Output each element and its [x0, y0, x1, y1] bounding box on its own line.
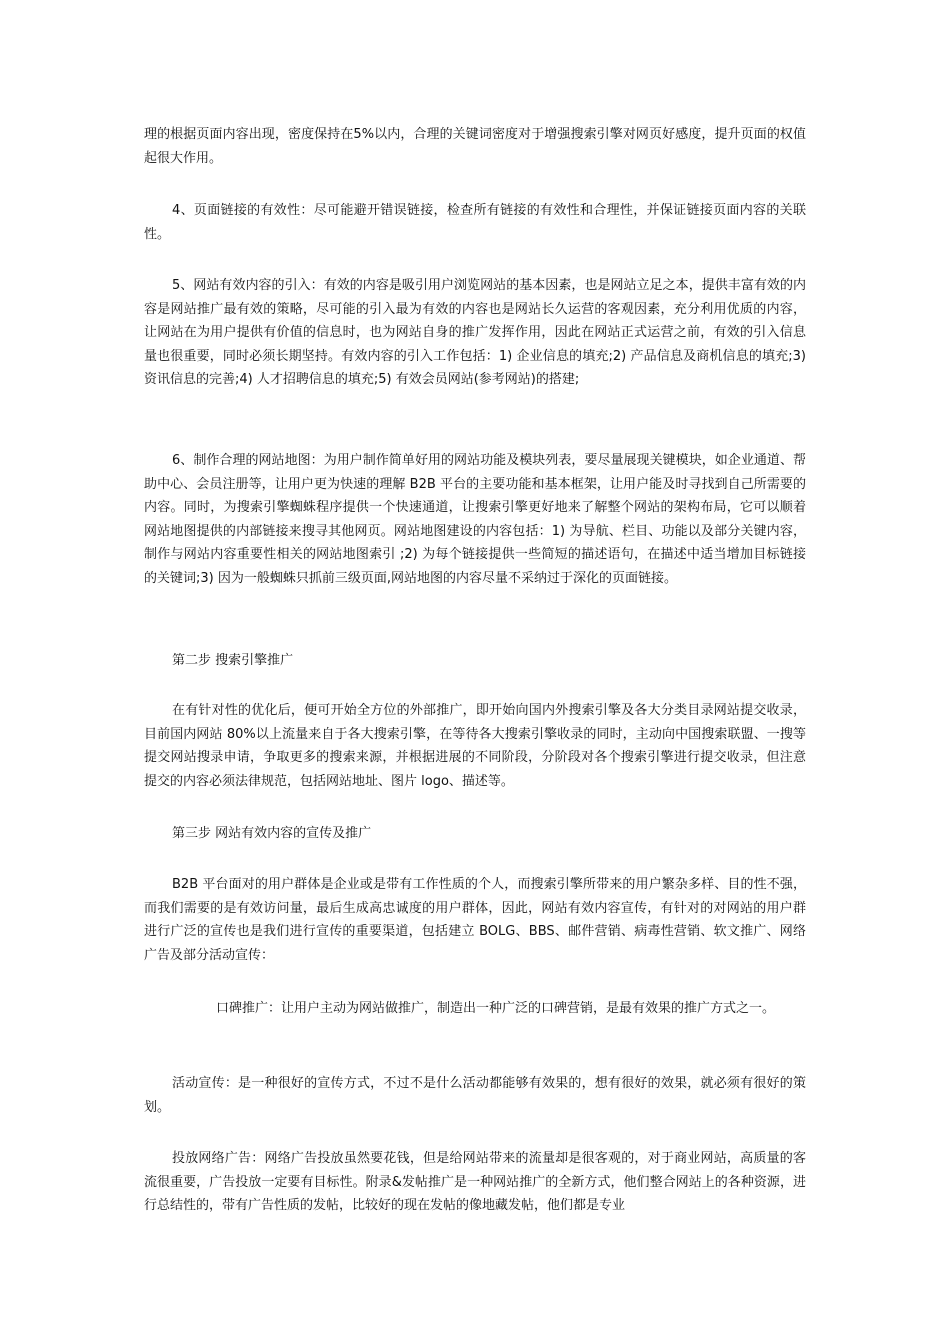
paragraph-activity-promotion: 活动宣传：是一种很好的宣传方式，不过不是什么活动都能够有效果的，想有很好的效果，就必须有很好的策划。 — [144, 1076, 806, 1115]
paragraph-link-validity: 4、页面链接的有效性：尽可能避开错误链接，检查所有链接的有效性和合理性，并保证链接页面内容的关联性。 — [144, 203, 806, 242]
paragraph-site-map: 6、制作合理的网站地图：为用户制作简单好用的网站功能及模块列表，要尽量展现关键模块，如企业通道、帮助中心、会员注册等，让用户更为快速的理解 B2B 平台的主要功能和基本框架，让用户能及时寻找到自己所需要的内容。同时，为搜索引擎蜘蛛程序提供一个快速通道，让搜索引擎更好地来了解整个网站的架构布局，它可以顺着网站地图提供的内部链接来搜寻其他网页。网站地图建设的内容包括：1) 为导航、栏目、功能以及部分关键内容，制作与网站内容重要性相关的网站地图索引 ;2) 为每个链接提供一些简短的描述语句，在描述中适当增加目标链接的关键词;3) 因为一般蜘蛛只抓前三级页面,网站地图的内容尽量不采纳过于深化的页面链接。 — [144, 453, 806, 586]
paragraph-content-introduction: 5、网站有效内容的引入：有效的内容是吸引用户浏览网站的基本因素，也是网站立足之本，提供丰富有效的内容是网站推广最有效的策略，尽可能的引入最为有效的内容也是网站长久运营的客观因素，充分利用优质的内容，让网站在为用户提供有价值的信息时，也为网站自身的推广发挥作用，因此在网站正式运营之前，有效的引入信息量也很重要，同时必须长期坚持。有效内容的引入工作包括：1) 企业信息的填充;2) 产品信息及商机信息的填充;3) 资讯信息的完善;4) 人才招聘信息的填充;5) 有效会员网站(参考网站)的搭建; — [144, 278, 806, 388]
paragraph-b2b-audience: B2B 平台面对的用户群体是企业或是带有工作性质的个人，而搜索引擎所带来的用户繁杂多样、目的性不强，而我们需要的是有效访问量，最后生成高忠诚度的用户群体，因此，网站有效内容宣传，有针对的对网站的用户群进行广泛的宣传也是我们进行宣传的重要渠道，包括建立 BOLG、BBS、邮件营销、病毒性营销、软文推广、网络广告及部分活动宣传： — [144, 877, 806, 963]
heading-step-three: 第三步 网站有效内容的宣传及推广 — [172, 826, 372, 841]
paragraph-online-ads: 投放网络广告：网络广告投放虽然要花钱，但是给网站带来的流量却是很客观的，对于商业网站，高质量的客流很重要，广告投放一定要有目标性。附录&发帖推广是一种网站推广的全新方式，他们整合网站上的各种资源，进行总结性的，带有广告性质的发帖，比较好的现在发帖的像地藏发帖，他们都是专业 — [144, 1151, 806, 1214]
paragraph-search-engine-promotion: 在有针对性的优化后，便可开始全方位的外部推广，即开始向国内外搜索引擎及各大分类目录网站提交收录，目前国内网站 80%以上流量来自于各大搜索引擎，在等待各大搜索引擎收录的同时，主动向中国搜索联盟、一搜等提交网站搜录申请，争取更多的搜索来源，并根据进展的不同阶段，分阶段对各个搜索引擎进行提交收录，但注意提交的内容必须法律规范，包括网站地址、图片 logo、描述等。 — [144, 703, 806, 789]
paragraph-word-of-mouth: 口碑推广：让用户主动为网站做推广，制造出一种广泛的口碑营销，是最有效果的推广方式之一。 — [216, 1001, 776, 1016]
paragraph-keyword-density: 理的根据页面内容出现，密度保持在5%以内，合理的关键词密度对于增强搜索引擎对网页好感度，提升页面的权值起很大作用。 — [144, 127, 806, 166]
heading-step-two: 第二步 搜索引擎推广 — [172, 653, 294, 668]
